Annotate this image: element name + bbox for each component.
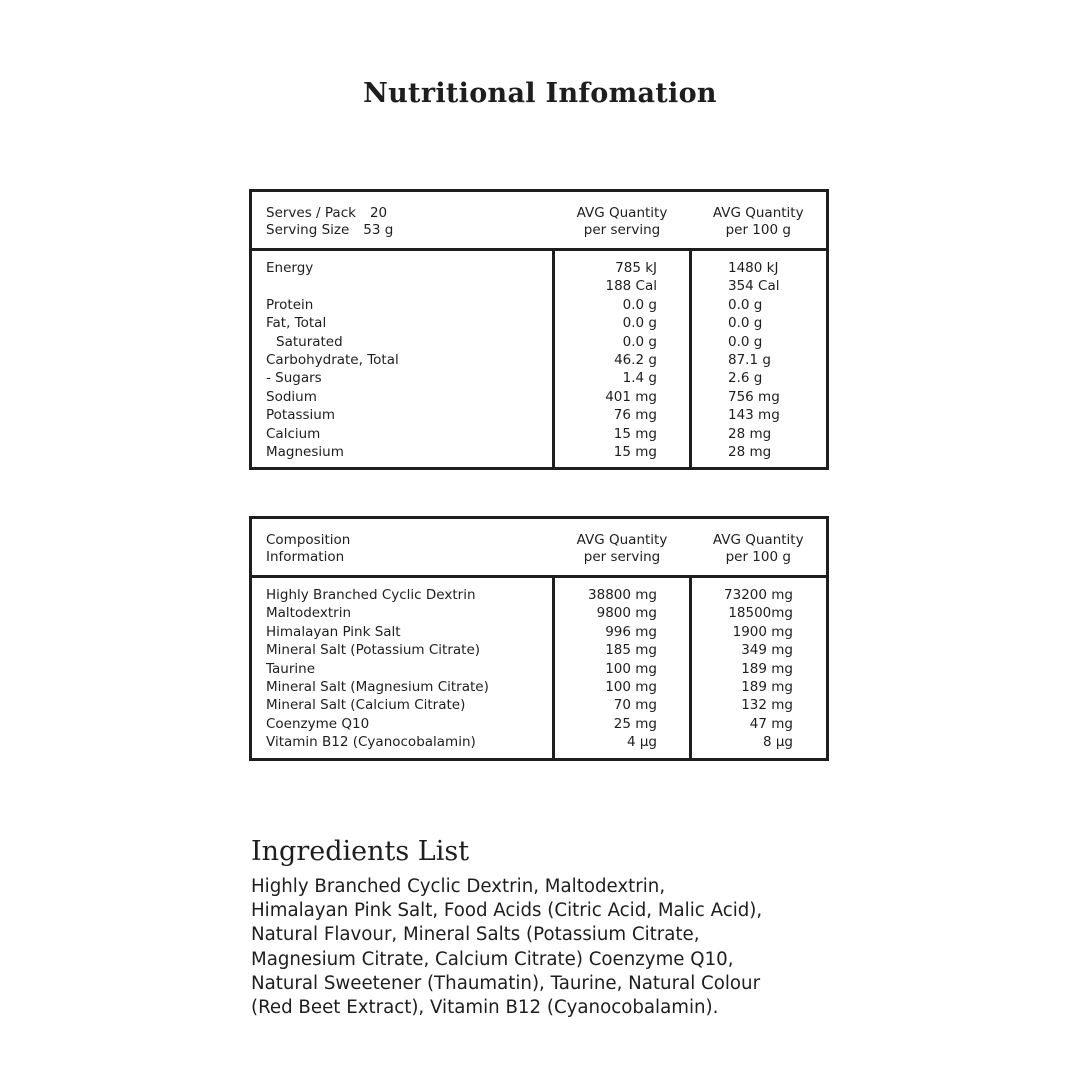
composition-row-name-2: Himalayan Pink Salt (266, 623, 401, 640)
nutrient-row-name-1 (266, 277, 552, 295)
nutrient-row-per-serving-8: 76 mg (613, 407, 657, 424)
nutrient-row-per-serving-5: 46.2 g (614, 351, 657, 368)
composition-row-per-100g-6: 132 mg (741, 697, 793, 714)
composition-names (252, 578, 552, 758)
composition-row-name-6: Mineral Salt (Calcium Citrate) (266, 697, 466, 714)
nutrient-row-per-100g-0: 1480 kJ (728, 260, 779, 276)
composition-row-per-100g-8: 8 µg (762, 734, 793, 751)
nutrient-row-name-2: Protein (266, 296, 314, 313)
nutrient-row-name-10: Magnesium (266, 443, 344, 460)
nutrient-row-name-9: Calcium (266, 425, 321, 442)
nutrient-per-100g (692, 251, 826, 467)
serving-size-label: Serving Size (266, 222, 350, 238)
composition-row-name-3: Mineral Salt (Potassium Citrate) (266, 642, 481, 659)
nutrient-row-per-serving-3: 0.0 g (622, 315, 657, 332)
composition-per-serving (555, 578, 689, 758)
composition-row-per-100g-7: 47 mg (749, 715, 793, 732)
serves-value: 20 (369, 205, 388, 221)
nutrient-row-name-6: - Sugars (266, 370, 322, 387)
nutrient-row-per-100g-7: 756 mg (728, 388, 780, 405)
composition-row-name-5: Mineral Salt (Magnesium Citrate) (266, 678, 489, 695)
composition-row-per-100g-4: 189 mg (741, 660, 793, 677)
comp-per-serving-header (554, 518, 691, 577)
composition-header-line2: Information (266, 549, 345, 565)
nutrient-row-per-serving-0: 785 kJ (615, 260, 657, 276)
nutrient-row-per-100g-6: 2.6 g (728, 370, 763, 387)
composition-row-per-100g-3: 349 mg (741, 642, 793, 659)
per-serving-header-line2: per serving (583, 222, 661, 238)
nutrient-row-per-serving-6: 1.4 g (622, 370, 657, 387)
nutrient-row-per-serving-9: 15 mg (613, 425, 657, 442)
ingredients-line-3: Magnesium Citrate, Calcium Citrate) Coenzyme Q10, (251, 948, 734, 970)
nutrient-row-per-100g-2: 0.0 g (728, 296, 763, 313)
page-title: Nutritional Infomation (363, 78, 717, 109)
nutrient-row-per-100g-8: 143 mg (728, 407, 780, 424)
nutrient-per-serving (555, 251, 689, 467)
composition-row-per-100g-2: 1900 mg (732, 623, 793, 640)
ingredients-line-4: Natural Sweetener (Thaumatin), Taurine, Natural Colour (251, 972, 761, 994)
nutrient-row-per-100g-9: 28 mg (728, 425, 772, 442)
nutrient-row-per-100g-10: 28 mg (728, 443, 772, 460)
nutrient-row-name-5: Carbohydrate, Total (266, 351, 399, 368)
composition-header (251, 518, 554, 577)
composition-row-name-4: Taurine (266, 660, 316, 677)
nutrient-row-name-4: Saturated (276, 333, 343, 350)
per-serving-header (554, 191, 691, 250)
composition-table (249, 516, 829, 761)
comp-per-100g-header-line2: per 100 g (725, 549, 791, 565)
per-serving-header-line1: AVG Quantity (576, 205, 668, 221)
composition-row-per-serving-5: 100 mg (605, 678, 657, 695)
composition-row-per-serving-2: 996 mg (605, 623, 657, 640)
per-100g-header (691, 191, 828, 250)
nutrition-table (249, 189, 829, 470)
ingredients-line-0: Highly Branched Cyclic Dextrin, Maltodextrin, (251, 876, 666, 897)
nutrient-row-per-100g-3: 0.0 g (728, 315, 763, 332)
composition-row-name-0: Highly Branched Cyclic Dextrin (266, 587, 476, 603)
composition-row-per-serving-8: 4 µg (626, 734, 657, 751)
nutrient-row-per-serving-4: 0.0 g (622, 333, 657, 350)
comp-per-100g-header (691, 518, 828, 577)
comp-per-serving-header-line2: per serving (583, 549, 661, 565)
nutrient-row-name-3: Fat, Total (266, 315, 327, 332)
composition-row-per-serving-7: 25 mg (613, 715, 657, 732)
composition-row-name-7: Coenzyme Q10 (266, 715, 370, 732)
composition-row-per-serving-3: 185 mg (605, 642, 657, 659)
nutrient-row-per-100g-4: 0.0 g (728, 333, 763, 350)
serving-info-header (251, 191, 554, 250)
composition-row-per-serving-1: 9800 mg (596, 605, 657, 622)
serves-label: Serves / Pack (266, 205, 356, 221)
ingredients-text (251, 875, 851, 1020)
nutrient-names (252, 251, 552, 467)
ingredients-title: Ingredients List (251, 836, 470, 867)
ingredients-line-2: Natural Flavour, Mineral Salts (Potassium Citrate, (251, 924, 700, 946)
composition-row-per-serving-6: 70 mg (613, 697, 657, 714)
per-100g-header-line2: per 100 g (725, 222, 791, 238)
serving-size-value: 53 g (363, 222, 394, 238)
nutrient-row-per-serving-10: 15 mg (613, 443, 657, 460)
nutrient-row-name-7: Sodium (266, 388, 317, 405)
comp-per-100g-header-line1: AVG Quantity (712, 532, 804, 548)
nutrient-row-per-serving-2: 0.0 g (622, 296, 657, 313)
composition-row-per-serving-0: 38800 mg (588, 587, 657, 603)
composition-row-per-100g-1: 18500mg (728, 605, 793, 622)
nutrient-row-per-100g-1: 354 Cal (728, 278, 780, 295)
nutrient-row-name-8: Potassium (266, 407, 336, 424)
nutrient-row-per-serving-1: 188 Cal (605, 278, 657, 295)
comp-per-serving-header-line1: AVG Quantity (576, 532, 668, 548)
composition-per-100g (692, 578, 826, 758)
composition-header-line1: Composition (266, 532, 351, 548)
composition-row-per-100g-0: 73200 mg (724, 587, 793, 603)
ingredients-line-1: Himalayan Pink Salt, Food Acids (Citric Acid, Malic Acid), (251, 900, 763, 922)
composition-row-per-100g-5: 189 mg (741, 678, 793, 695)
nutrient-row-per-serving-7: 401 mg (605, 388, 657, 405)
composition-row-per-serving-4: 100 mg (605, 660, 657, 677)
ingredients-line-5: (Red Beet Extract), Vitamin B12 (Cyanocobalamin). (251, 997, 719, 1019)
composition-row-name-8: Vitamin B12 (Cyanocobalamin) (266, 734, 476, 751)
nutrient-row-name-0: Energy (266, 260, 314, 276)
per-100g-header-line1: AVG Quantity (712, 205, 804, 221)
composition-row-name-1: Maltodextrin (266, 605, 352, 622)
nutrient-row-per-100g-5: 87.1 g (728, 351, 771, 368)
